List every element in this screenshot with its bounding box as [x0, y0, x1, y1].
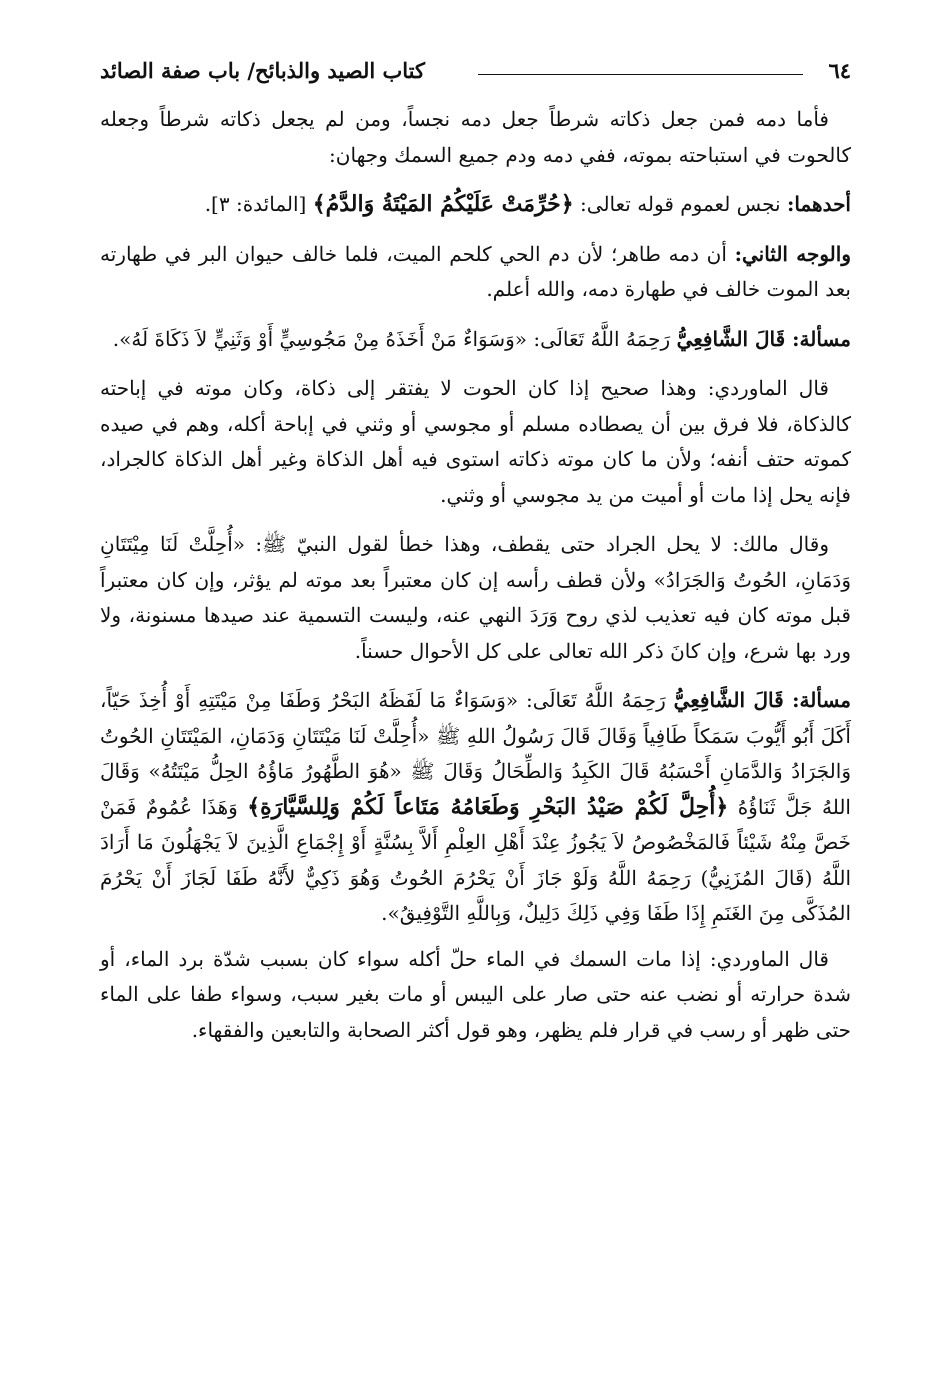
running-header [100, 58, 851, 92]
first-view-label: أحدهما: [786, 192, 851, 216]
masala-label: مسألة: [792, 326, 851, 351]
shafii-name: قَالَ الشَّافِعِيُّ [673, 688, 793, 712]
paragraph-3: والوجه الثاني: أن دمه طاهر؛ لأن دم الحي كلحم الميت، فلما خالف حيوان البر في طهارته بعد الموت خالف في طهارة دمه، والله أعلم. [100, 241, 851, 301]
quran-verse: ﴿أُحِلَّ لَكُمْ صَيْدُ البَحْرِ وَطَعَامُهُ مَتَاعاً لَكُمْ وَلِلسَّيَّارَةِ﴾ [247, 793, 729, 820]
paragraph-1: فأما دمه فمن جعل ذكاته شرطاً جعل دمه نجساً، ومن لم يجعل ذكاته شرطاً وجعله كالحوت في استباحته بموته، ففي دمه ودم جميع السمك وجهان: [100, 107, 851, 167]
paragraph-4: مسألة: قَالَ الشَّافِعِيُّ رَحِمَهُ اللَّهُ تَعَالَى: «وَسَوَاءٌ مَنْ أَخَذَهُ مِنْ مَجُوسِيٍّ أَوْ وَثَنِيٍّ لاَ ذَكَاةَ لَهُ». [112, 326, 851, 351]
paragraph-6: وقال مالك: لا يحل الجراد حتى يقطف، وهذا خطأ لقول النبيّ ﷺ: «أُحِلَّتْ لَنَا مِيْتَتَانِ وَدَمَانِ، الحُوتُ وَالجَرَادُ» ولأن قطف رأسه إن كان معتبراً بعد موته لم يؤثر، وإن كان معتبراً قبل موته كان فيه تعذيب لذي روح وَرَدَ النهي عنه، وليست التسمية عند صيدها مسنونة، ولا ورد بها شرع، وإن كانَ ذكر الله تعالى على كل الأحوال حسناً. [100, 532, 851, 663]
shafii-name: قَالَ الشَّافِعِيُّ [676, 326, 793, 351]
masala-label: مسألة: [792, 688, 852, 712]
page-number: ٦٤ [828, 58, 851, 83]
header-rule [478, 74, 803, 75]
page-body [100, 102, 851, 1048]
paragraph-5: قال الماوردي: وهذا صحيح إذا كان الحوت لا يفتقر إلى ذكاة، وكان موته في إباحته كالذكاة، فلا فرق بين أن يصطاده مسلم أو مجوسي أو وثني في إباحة أكله، وهم في صيده كموته حتف أنفه؛ ولأن ما كان موته ذكاته استوى فيه أهل الذكاة وغير أهل الذكاة كالجراد، فإنه يحل إذا مات أو أميت من يد مجوسي أو وثني. [100, 376, 851, 507]
paragraph-7: مسألة: قَالَ الشَّافِعِيُّ رَحِمَهُ اللَّهُ تَعَالَى: «وَسَوَاءٌ مَا لَفَظَهُ البَحْرُ وَطَفَا مِنْ مَيْتَتِهِ أَوْ أُخِذَ حَيّاً، أَكَلَ أَبُو أَيُّوبَ سَمَكاً طَافِياً وَقَالَ قَالَ رَسُولُ اللهِ ﷺ «أُحِلَّتْ لَنَا مَيْتَتَانِ وَدَمَانِ، المَيْتَتَانِ الحُوتُ وَالجَرَادُ وَالدَّمَانِ أَحْسَبُهُ قَالَ الكَبِدُ وَالطِّحَالُ وَقَالَ ﷺ «هُوَ الطَّهُورُ مَاؤُهُ الحِلُّ مَيْتَتُهُ» وَقَالَ اللهُ جَلَّ ثَنَاؤُهُ ﴿أُحِلَّ لَكُمْ صَيْدُ البَحْرِ وَطَعَامُهُ مَتَاعاً لَكُمْ وَلِلسَّيَّارَةِ﴾ وَهَذَا عُمُومٌ فَمَنْ خَصَّ مِنْهُ شَيْئاً فَالمَخْصُوصُ لاَ يَجُوزُ عِنْدَ أَهْلِ العِلْمِ أَلاَّ بِسُنَّةٍ أَوْ إِجْمَاعِ الَّذِينَ لاَ يَجْهَلُونَ مَا أَرَادَ اللَّهُ (قَالَ المُزَنِيُّ) رَحِمَهُ اللَّهُ وَلَوْ جَازَ أَنْ يَحْرُمَ الحُوتُ وَهُوَ ذَكِيٌّ لأَنَّهُ طَفَا لَجَازَ أَنْ يَحْرُمَ المُذَكَّى مِنَ الغَنَمِ إِذَا طَفَا وَفِي ذَلِكَ دَلِيلٌ، وَبِاللَّهِ التَّوْفِيقُ». [100, 688, 852, 925]
quran-verse: ﴿حُرِّمَتْ عَلَيْكُمُ المَيْتَةُ وَالدَّمُ﴾ [312, 191, 574, 217]
paragraph-2: أحدهما: نجس لعموم قوله تعالى: ﴿حُرِّمَتْ عَلَيْكُمُ المَيْتَةُ وَالدَّمُ﴾ [المائدة: ٣]. [204, 191, 851, 217]
paragraph-8: قال الماوردي: إذا مات السمك في الماء حلّ أكله سواء كان بسبب شدّة برد الماء، أو شدة حرارته أو نضب عنه حتى صار على اليبس أو مات بغير سبب، وسواء طفا على الماء حتى ظهر أو رسب في قرار فلم يظهر، وهو قول أكثر الصحابة والتابعين والفقهاء. [100, 946, 851, 1042]
chapter-title: كتاب الصيد والذبائح/ باب صفة الصائد [100, 58, 426, 83]
second-view-label: والوجه الثاني: [734, 241, 851, 266]
